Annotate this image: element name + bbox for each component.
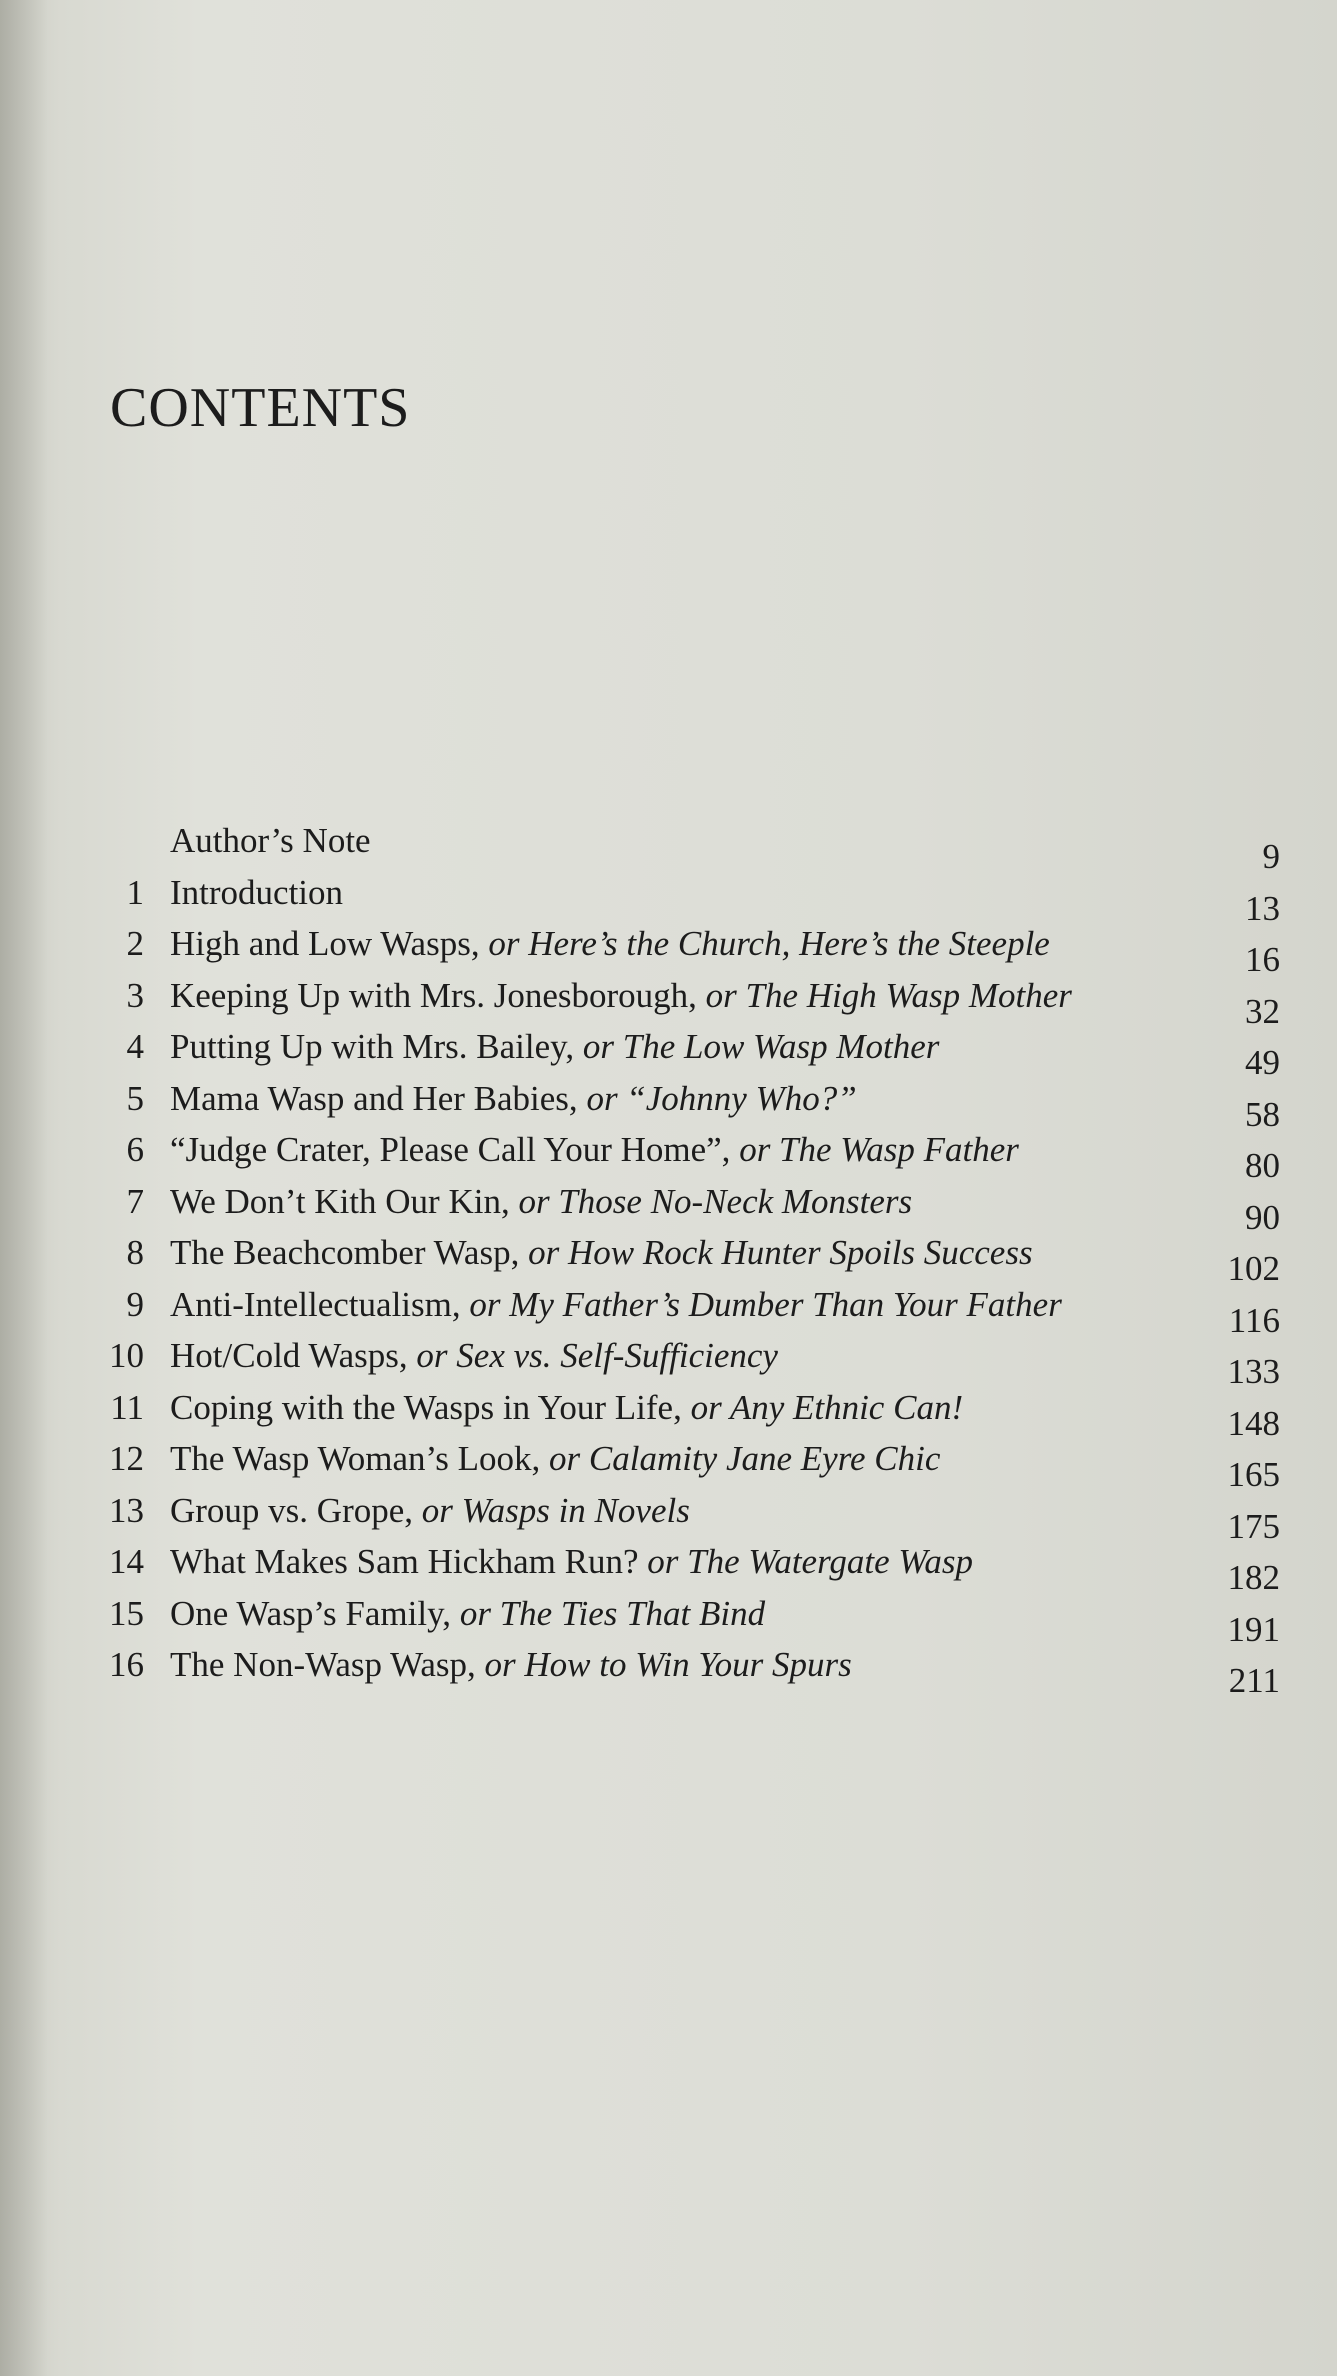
- page-number: 32: [1245, 991, 1280, 1031]
- chapter-main-title: Hot/Cold Wasps,: [170, 1336, 408, 1375]
- chapter-number: 10: [109, 1336, 144, 1375]
- chapter-number: 1: [126, 872, 144, 912]
- chapter-number: 12: [109, 1439, 144, 1478]
- chapter-title: [170, 918, 1050, 970]
- chapter-title: [170, 1433, 940, 1485]
- page-number: 13: [1245, 888, 1280, 928]
- toc-entry-3: [100, 970, 1280, 1031]
- chapter-number: 11: [110, 1387, 144, 1427]
- chapter-number: 2: [126, 924, 144, 963]
- chapter-main-title: The Non-Wasp Wasp,: [170, 1645, 476, 1684]
- chapter-title: [170, 970, 1072, 1022]
- chapter-main-title: Putting Up with Mrs. Bailey,: [170, 1027, 575, 1066]
- chapter-title: [170, 1639, 852, 1691]
- chapter-subtitle: or The Watergate Wasp: [647, 1542, 973, 1581]
- chapter-title: [170, 1330, 778, 1382]
- chapter-subtitle: or How to Win Your Spurs: [484, 1645, 852, 1684]
- chapter-main-title: Coping with the Wasps in Your Life,: [170, 1387, 682, 1427]
- chapter-main-title: Group vs. Grope,: [170, 1490, 414, 1530]
- page-number: 102: [1227, 1249, 1280, 1288]
- toc-entry-15: [100, 1588, 1280, 1649]
- chapter-number: 15: [109, 1593, 144, 1633]
- page-number: 182: [1227, 1558, 1280, 1597]
- chapter-main-title: Mama Wasp and Her Babies,: [170, 1078, 578, 1118]
- chapter-main-title: Introduction: [170, 872, 344, 912]
- chapter-subtitle: or The High Wasp Mother: [705, 975, 1072, 1015]
- toc-entry-5: [100, 1073, 1280, 1134]
- chapter-title: [170, 815, 371, 867]
- chapter-subtitle: or Sex vs. Self-Sufficiency: [416, 1336, 778, 1375]
- toc-entry-6: [100, 1124, 1280, 1185]
- chapter-number: 9: [126, 1284, 144, 1324]
- chapter-title: [170, 1073, 857, 1125]
- page-number: 49: [1245, 1043, 1280, 1082]
- page-number: 148: [1227, 1403, 1280, 1443]
- toc-entry-16: [100, 1639, 1280, 1700]
- chapter-main-title: What Makes Sam Hickham Run?: [170, 1542, 639, 1581]
- page-number: 116: [1228, 1300, 1280, 1340]
- toc-entry-7: [100, 1176, 1280, 1237]
- chapter-main-title: The Beachcomber Wasp,: [170, 1233, 520, 1272]
- chapter-title: [170, 867, 343, 919]
- page-number: 165: [1227, 1455, 1280, 1494]
- toc-entry-12: [100, 1433, 1280, 1494]
- toc-entry-author-note: [100, 815, 1280, 876]
- toc-entry-10: [100, 1330, 1280, 1391]
- table-of-contents: [100, 815, 1280, 1700]
- chapter-number: 6: [126, 1130, 144, 1169]
- chapter-number: 16: [109, 1645, 144, 1684]
- chapter-subtitle: or Wasps in Novels: [421, 1490, 690, 1530]
- chapter-subtitle: or The Low Wasp Mother: [582, 1027, 940, 1066]
- page-number: 80: [1245, 1146, 1280, 1185]
- chapter-main-title: High and Low Wasps,: [170, 924, 480, 963]
- chapter-subtitle: or Those No-Neck Monsters: [518, 1181, 913, 1221]
- chapter-number: 5: [126, 1078, 144, 1118]
- page-number: 133: [1227, 1352, 1280, 1391]
- chapter-subtitle: or Calamity Jane Eyre Chic: [549, 1439, 941, 1478]
- chapter-subtitle: or The Ties That Bind: [459, 1593, 766, 1633]
- chapter-subtitle: or Here’s the Church, Here’s the Steeple: [488, 924, 1050, 963]
- page-number: 191: [1227, 1609, 1280, 1649]
- chapter-title: [170, 1227, 1033, 1279]
- chapter-main-title: Keeping Up with Mrs. Jonesborough,: [170, 975, 697, 1015]
- chapter-number: 4: [126, 1027, 144, 1066]
- page-number: 9: [1262, 837, 1280, 876]
- toc-entry-8: [100, 1227, 1280, 1288]
- toc-entry-14: [100, 1536, 1280, 1597]
- chapter-main-title: One Wasp’s Family,: [170, 1593, 452, 1633]
- contents-heading: CONTENTS: [110, 377, 411, 439]
- toc-entry-2: [100, 918, 1280, 979]
- chapter-title: [170, 1021, 939, 1073]
- chapter-subtitle: or My Father’s Dumber Than Your Father: [469, 1284, 1062, 1324]
- toc-entry-1: [100, 867, 1280, 928]
- chapter-main-title: Author’s Note: [170, 821, 371, 860]
- toc-entry-13: [100, 1485, 1280, 1546]
- chapter-title: [170, 1382, 963, 1434]
- chapter-number: 7: [126, 1181, 144, 1221]
- chapter-title: [170, 1485, 690, 1537]
- chapter-title: [170, 1588, 765, 1640]
- page-number: 211: [1228, 1661, 1280, 1700]
- page-gutter-shadow: [0, 0, 48, 2376]
- chapter-subtitle: or The Wasp Father: [739, 1130, 1019, 1169]
- chapter-title: [170, 1279, 1062, 1331]
- page-number: 90: [1245, 1197, 1280, 1237]
- chapter-number: 14: [109, 1542, 144, 1581]
- chapter-main-title: The Wasp Woman’s Look,: [170, 1439, 541, 1478]
- chapter-number: 13: [109, 1490, 144, 1530]
- chapter-main-title: We Don’t Kith Our Kin,: [170, 1181, 510, 1221]
- chapter-main-title: “Judge Crater, Please Call Your Home”,: [170, 1130, 731, 1169]
- chapter-number: 8: [126, 1233, 144, 1272]
- chapter-title: [170, 1124, 1019, 1176]
- chapter-subtitle: or Any Ethnic Can!: [690, 1387, 964, 1427]
- chapter-title: [170, 1176, 912, 1228]
- chapter-subtitle: or “Johnny Who?”: [586, 1078, 857, 1118]
- page-number: 58: [1245, 1094, 1280, 1134]
- page-number: 175: [1227, 1506, 1280, 1546]
- chapter-main-title: Anti-Intellectualism,: [170, 1284, 461, 1324]
- chapter-number: 3: [126, 975, 144, 1015]
- toc-entry-9: [100, 1279, 1280, 1340]
- chapter-subtitle: or How Rock Hunter Spoils Success: [528, 1233, 1033, 1272]
- toc-entry-4: [100, 1021, 1280, 1082]
- chapter-title: [170, 1536, 973, 1588]
- toc-entry-11: [100, 1382, 1280, 1443]
- page-number: 16: [1245, 940, 1280, 979]
